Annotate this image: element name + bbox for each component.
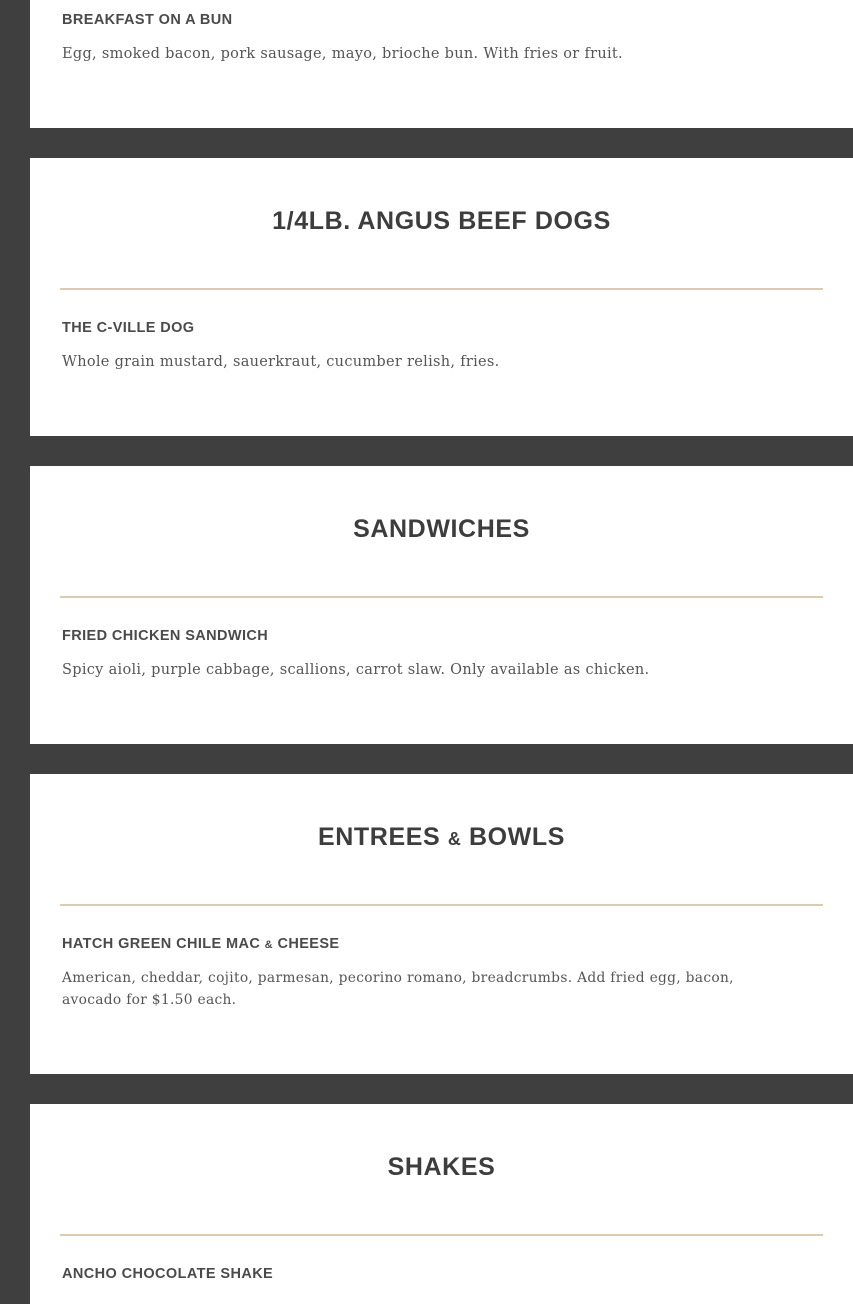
menu-item-name: ANCHO CHOCOLATE SHAKE (62, 1266, 274, 1282)
section-divider (60, 1234, 823, 1236)
menu-item-name: FRIED CHICKEN SANDWICH (62, 628, 269, 644)
section-title: SANDWICHES (353, 515, 530, 543)
menu-section-entrees-bowls (30, 774, 853, 1074)
section-divider (60, 288, 823, 290)
menu-item-name (62, 935, 340, 954)
menu-item-name-part: CHEESE (273, 936, 340, 952)
menu-section-beef-dogs (30, 158, 853, 436)
ampersand: & (447, 829, 462, 849)
menu-item-description: Whole grain mustard, sauerkraut, cucumber relish, fries. (62, 354, 500, 370)
menu-item-name-part: HATCH GREEN CHILE MAC (62, 936, 265, 952)
menu-item-description: American, cheddar, cojito, parmesan, pecorino romano, breadcrumbs. Add fried egg, bacon, avocado for $1.50 each. (62, 970, 734, 1008)
menu-card-breakfast (30, 0, 853, 128)
menu-item-description: Spicy aioli, purple cabbage, scallions, carrot slaw. Only available as chicken. (62, 662, 650, 678)
section-title-part: ENTREES (317, 823, 448, 851)
section-title-part: BOWLS (461, 823, 566, 851)
section-title: 1/4LB. ANGUS BEEF DOGS (272, 207, 611, 235)
section-divider (60, 904, 823, 906)
menu-section-sandwiches (30, 466, 853, 744)
section-title (30, 822, 853, 854)
section-title: SHAKES (387, 1153, 496, 1181)
ampersand: & (264, 939, 274, 951)
menu-item-name: BREAKFAST ON A BUN (62, 12, 233, 28)
section-divider (60, 596, 823, 598)
menu-item-name: THE C-VILLE DOG (62, 320, 195, 336)
menu-item-description: Egg, smoked bacon, pork sausage, mayo, brioche bun. With fries or fruit. (62, 46, 623, 62)
menu-section-shakes (30, 1104, 853, 1304)
